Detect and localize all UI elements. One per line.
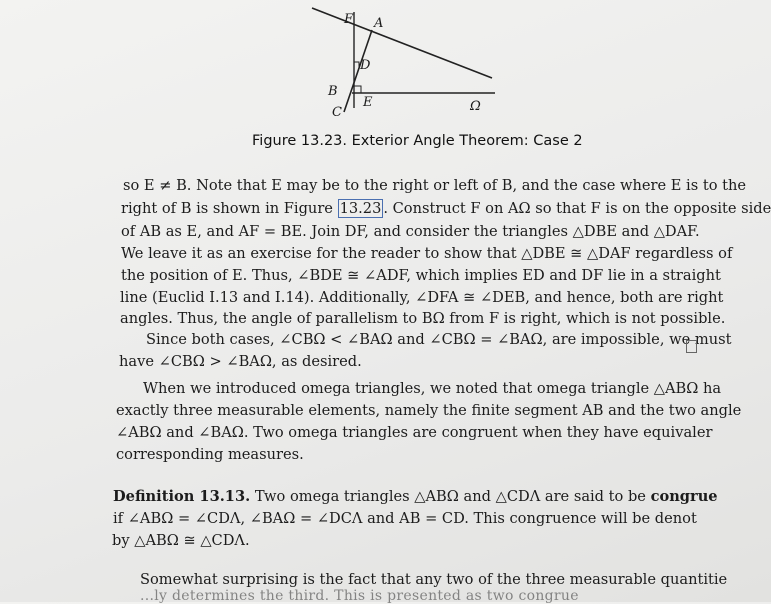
right-angle-mark-E	[354, 86, 361, 93]
text-line: by △ABΩ ≅ △CDΛ.	[112, 532, 250, 549]
label-F: F	[344, 12, 354, 27]
text-line: have ∠CBΩ > ∠BAΩ, as desired.	[119, 353, 362, 370]
text-line: if ∠ABΩ = ∠CDΛ, ∠BAΩ = ∠DCΛ and AB = CD. This congruence will be denot	[113, 510, 697, 527]
text-line	[121, 198, 771, 220]
text-line: ∠ABΩ and ∠BAΩ. Two omega triangles are congruent when they have equivaler	[116, 424, 713, 441]
text-line: Since both cases, ∠CBΩ < ∠BAΩ and ∠CBΩ = ∠BAΩ, are impossible, we must	[146, 331, 732, 348]
definition-heading: Definition 13.13.	[113, 488, 251, 505]
text-span: Two omega triangles △ABΩ and △CDΛ are said to be	[250, 488, 651, 505]
label-B: B	[328, 84, 338, 99]
text-span: congrue	[650, 488, 718, 505]
qed-box-icon	[686, 340, 697, 353]
text-line: exactly three measurable elements, namely the finite segment AB and the two angle	[116, 402, 742, 419]
figure-caption: Figure 13.23. Exterior Angle Theorem: Case 2	[252, 133, 583, 149]
text-line: When we introduced omega triangles, we noted that omega triangle △ABΩ ha	[143, 380, 722, 397]
text-line: so E ≠ B. Note that E may be to the right or left of B, and the case where E is to the	[123, 177, 747, 194]
text-line: of AB as E, and AF = BE. Join DF, and consider the triangles △DBE and △DAF.	[121, 223, 700, 240]
label-C: C	[332, 105, 342, 120]
text-line: line (Euclid I.13 and I.14). Additionally, ∠DFA ≅ ∠DEB, and hence, both are right	[120, 289, 724, 306]
label-E: E	[363, 95, 373, 110]
right-angle-mark-D	[354, 62, 359, 67]
text-line	[113, 486, 718, 508]
figure-ref-link[interactable]: 13.23	[339, 200, 382, 217]
label-omega: Ω	[470, 99, 481, 114]
text-line: We leave it as an exercise for the reader to show that △DBE ≅ △DAF regardless of	[121, 245, 733, 262]
text-line: angles. Thus, the angle of parallelism to BΩ from F is right, which is not possible.	[120, 310, 726, 327]
text-line-cutoff: ...ly determines the third. This is presented as two congrue	[140, 588, 579, 604]
text-line: the position of E. Thus, ∠BDE ≅ ∠ADF, which implies ED and DF lie in a straight	[121, 267, 721, 284]
label-A: A	[374, 16, 384, 31]
text-span: right of B is shown in Figure	[121, 200, 338, 217]
label-D: D	[360, 58, 371, 73]
text-span: . Construct F on AΩ so that F is on the opposite side	[383, 200, 771, 217]
geometry-figure	[300, 0, 520, 120]
text-line: corresponding measures.	[116, 446, 304, 463]
line-A-omega	[312, 8, 492, 78]
text-line: Somewhat surprising is the fact that any two of the three measurable quantitie	[140, 571, 728, 588]
